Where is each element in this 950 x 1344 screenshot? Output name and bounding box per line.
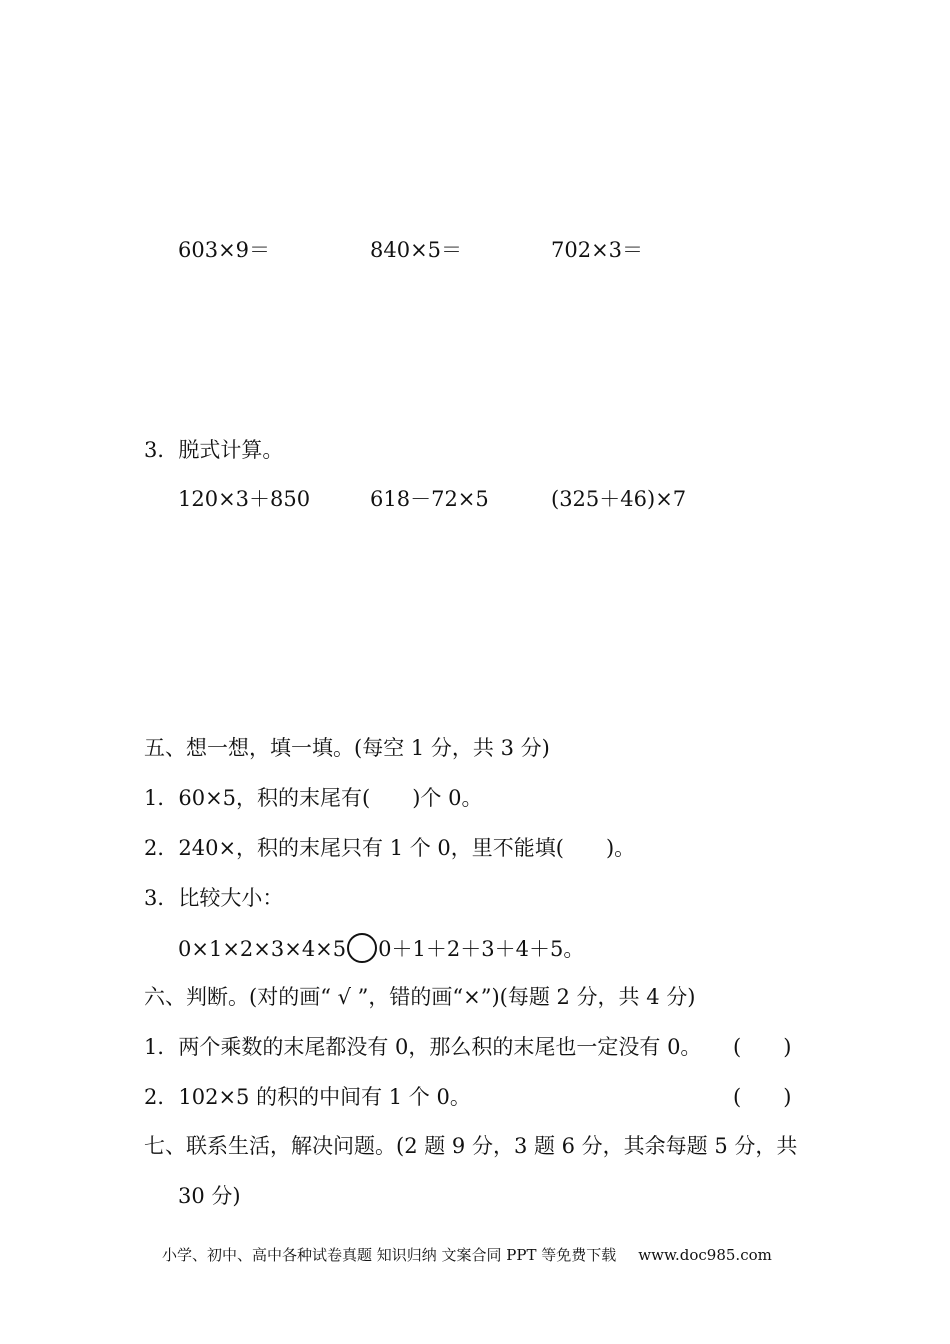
section5-q2: 2．240×，积的末尾只有 1 个 0，里不能填( )。 <box>144 836 636 860</box>
compare-right: 0＋1＋2＋3＋4＋5。 <box>378 937 585 961</box>
compare-circle-blank[interactable] <box>347 933 377 963</box>
section6-title: 六、判断。(对的画“ √ ”，错的画“×”)(每题 2 分，共 4 分) <box>144 985 696 1009</box>
section5-q3-label: 3．比较大小： <box>144 886 284 910</box>
page-footer <box>162 1244 772 1265</box>
section6-q2-answer-paren[interactable]: ( ) <box>733 1085 792 1109</box>
compare-left: 0×1×2×3×4×5 <box>178 937 347 961</box>
section5-q3-compare <box>178 933 584 963</box>
section6-q1: 1．两个乘数的末尾都没有 0，那么积的末尾也一定没有 0。 <box>144 1035 702 1059</box>
step-calc-problem-2: 618－72×5 <box>370 487 489 511</box>
section5-title: 五、想一想，填一填。(每空 1 分，共 3 分) <box>144 736 550 760</box>
step-calc-label: 3．脱式计算。 <box>144 438 284 462</box>
oral-calc-3: 702×3＝ <box>551 238 644 262</box>
footer-url: www.doc985.com <box>638 1246 772 1264</box>
footer-text: 小学、初中、高中各种试卷真题 知识归纳 文案合同 PPT 等免费下载 <box>162 1246 617 1264</box>
section6-q2: 2．102×5 的积的中间有 1 个 0。 <box>144 1085 471 1109</box>
section7-title-line1: 七、联系生活，解决问题。(2 题 9 分，3 题 6 分，其余每题 5 分，共 <box>144 1134 798 1158</box>
oral-calc-2: 840×5＝ <box>370 238 463 262</box>
step-calc-problem-1: 120×3＋850 <box>178 487 311 511</box>
section5-q1: 1．60×5，积的末尾有( )个 0。 <box>144 786 483 810</box>
section6-q1-answer-paren[interactable]: ( ) <box>733 1035 792 1059</box>
step-calc-problem-3: (325＋46)×7 <box>551 487 687 511</box>
section7-title-line2: 30 分) <box>178 1184 241 1208</box>
oral-calc-1: 603×9＝ <box>178 238 271 262</box>
